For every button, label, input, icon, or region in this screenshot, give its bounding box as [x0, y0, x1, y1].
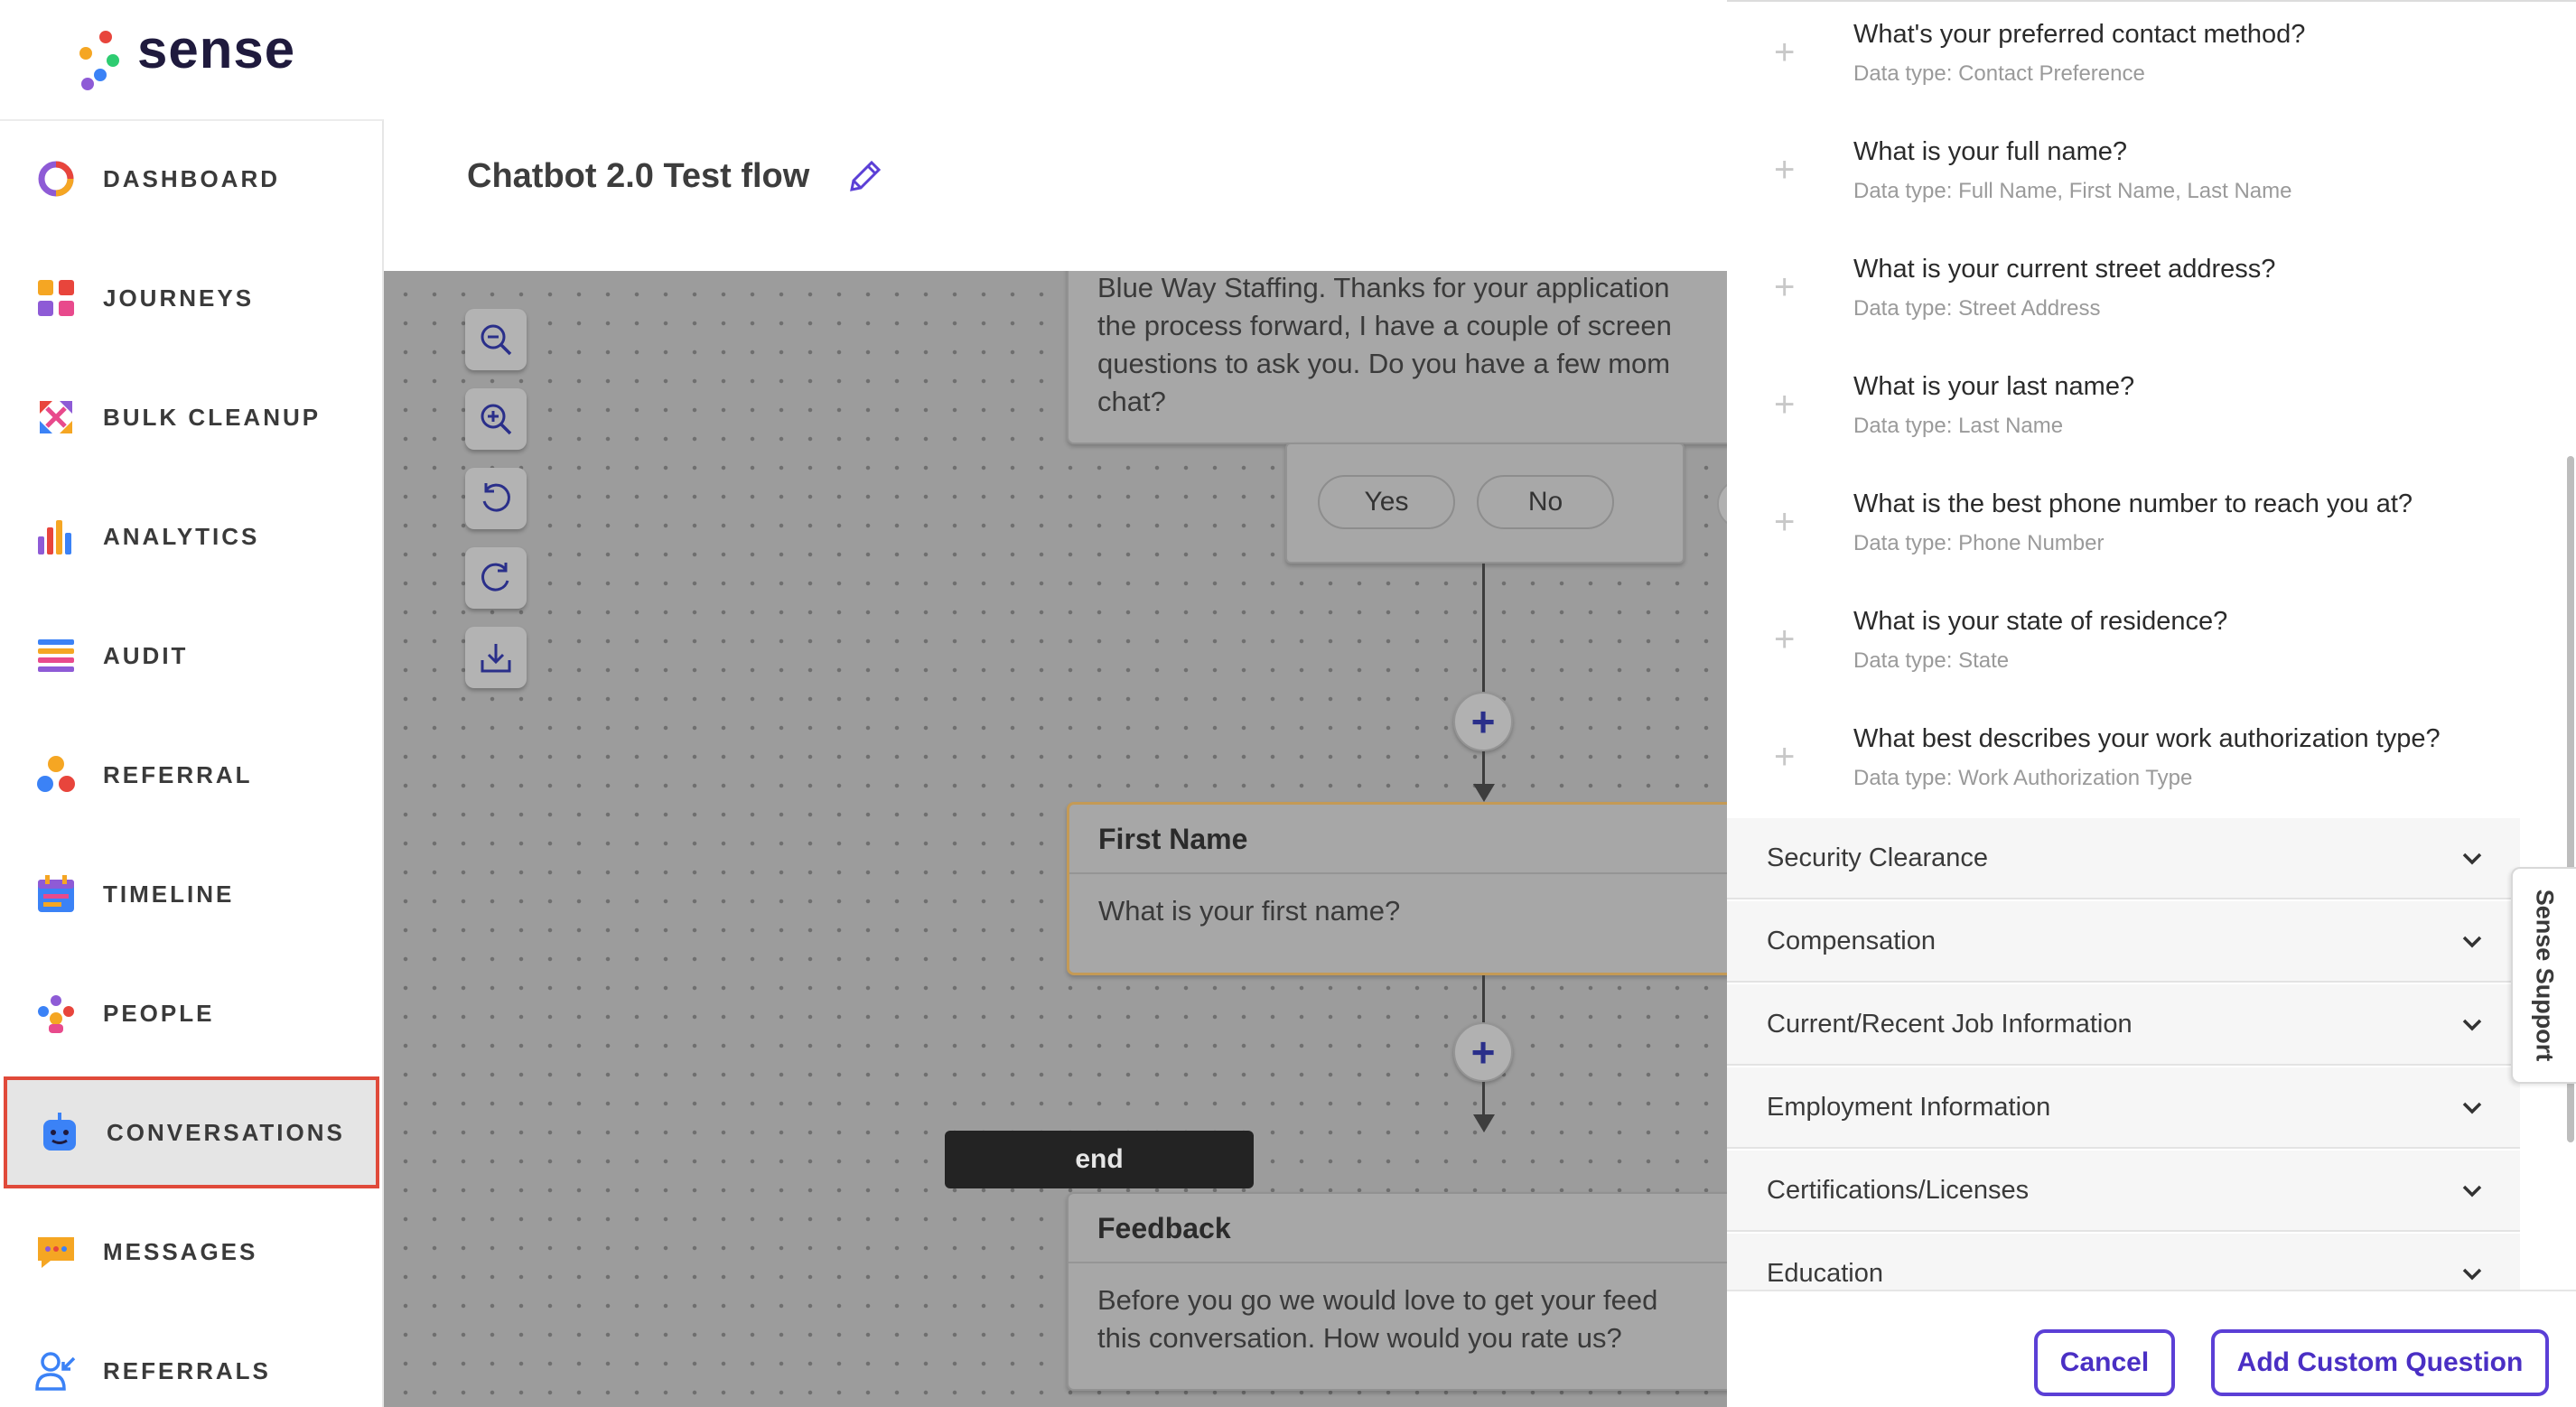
connector-line — [1482, 564, 1485, 708]
connector-line — [1482, 1082, 1485, 1118]
sidebar-item-label: ANALYTICS — [103, 522, 260, 550]
chevron-down-icon — [2459, 1178, 2486, 1205]
cancel-button[interactable]: Cancel — [2034, 1329, 2175, 1396]
chevron-down-icon — [2459, 1011, 2486, 1039]
question-text: What is your state of residence? — [1853, 607, 2228, 636]
sidebar-item-journeys[interactable] — [4, 242, 379, 354]
question-item[interactable] — [1727, 237, 2540, 354]
referral-people-icon — [34, 753, 78, 797]
sidebar-item-label: AUDIT — [103, 641, 189, 669]
add-question-icon[interactable]: + — [1774, 150, 1796, 190]
greeting-line: questions to ask you. Do you have a few mom — [1097, 348, 1671, 379]
end-node[interactable]: end — [945, 1131, 1254, 1188]
people-group-icon — [34, 992, 78, 1035]
question-item[interactable] — [1727, 706, 2540, 824]
greeting-line: Blue Way Staffing. Thanks for your application — [1097, 272, 1670, 303]
category-label: Employment Information — [1767, 1093, 2051, 1122]
question-text: What is your full name? — [1853, 137, 2128, 166]
question-data-type: Data type: Work Authorization Type — [1853, 766, 2193, 790]
connector-arrow — [1473, 784, 1495, 802]
category-security-clearance[interactable] — [1727, 818, 2520, 899]
question-text: What's your preferred contact method? — [1853, 20, 2306, 49]
add-question-icon[interactable]: + — [1774, 620, 1796, 659]
zoom-out-button[interactable] — [465, 309, 527, 370]
edit-pencil-icon[interactable] — [845, 157, 884, 197]
add-reply-option-button[interactable] — [1717, 479, 1727, 529]
sidebar-item-analytics[interactable] — [4, 480, 379, 592]
question-data-type: Data type: Contact Preference — [1853, 61, 2145, 86]
reply-option-no[interactable]: No — [1477, 475, 1614, 529]
category-label: Certifications/Licenses — [1767, 1176, 2030, 1205]
redo-icon — [477, 559, 515, 597]
first-name-node[interactable] — [1067, 802, 1727, 975]
undo-icon — [477, 480, 515, 517]
sidebar-item-conversations[interactable] — [4, 1076, 379, 1188]
chevron-down-icon — [2459, 928, 2486, 955]
sense-logo[interactable] — [0, 0, 384, 119]
bulk-cleanup-arrows-icon — [34, 396, 78, 439]
add-question-icon[interactable]: + — [1774, 267, 1796, 307]
add-step-button[interactable]: + — [1453, 1022, 1513, 1082]
dashboard-ring-icon — [34, 157, 78, 200]
greeting-line: the process forward, I have a couple of screen — [1097, 310, 1672, 341]
sidebar-item-label: TIMELINE — [103, 880, 235, 908]
panel-footer — [1727, 1290, 2576, 1407]
sidebar-item-label: PEOPLE — [103, 999, 215, 1027]
chevron-down-icon — [2459, 845, 2486, 872]
first-name-node-question: What is your first name? — [1098, 895, 1401, 927]
sidebar-item-dashboard[interactable] — [4, 123, 379, 235]
question-data-type: Data type: Phone Number — [1853, 531, 2105, 555]
reply-option-yes[interactable]: Yes — [1318, 475, 1455, 529]
journeys-grid-icon — [34, 276, 78, 320]
reply-options-node — [1285, 443, 1685, 564]
chevron-down-icon — [2459, 1095, 2486, 1122]
sense-support-label: Sense Support — [2531, 889, 2559, 1062]
sidebar-item-label: JOURNEYS — [103, 284, 255, 312]
first-name-node-title: First Name — [1069, 805, 1727, 874]
question-item[interactable] — [1727, 354, 2540, 471]
add-question-icon[interactable]: + — [1774, 33, 1796, 72]
greeting-node[interactable] — [1067, 271, 1727, 444]
sidebar-item-messages[interactable] — [4, 1196, 379, 1308]
flow-title: Chatbot 2.0 Test flow — [467, 157, 810, 195]
sidebar-item-label: BULK CLEANUP — [103, 403, 322, 431]
messages-bubble-icon — [34, 1230, 78, 1273]
category-label: Security Clearance — [1767, 843, 1988, 872]
conversations-bot-icon — [38, 1111, 81, 1154]
question-item[interactable] — [1727, 2, 2540, 119]
feedback-node-title: Feedback — [1069, 1194, 1727, 1263]
undo-button[interactable] — [465, 468, 527, 529]
add-question-icon[interactable]: + — [1774, 737, 1796, 777]
sidebar-nav — [0, 119, 384, 1407]
question-library-panel — [1727, 0, 2576, 1407]
zoom-out-icon — [477, 321, 515, 359]
question-text: What is your current street address? — [1853, 255, 2276, 284]
zoom-in-icon — [477, 400, 515, 438]
flow-header — [384, 119, 1727, 271]
sidebar-item-people[interactable] — [4, 957, 379, 1069]
feedback-line: Before you go we would love to get your feed — [1097, 1284, 1658, 1316]
sidebar-item-referral[interactable] — [4, 719, 379, 831]
sidebar-item-label: MESSAGES — [103, 1237, 258, 1265]
question-item[interactable] — [1727, 119, 2540, 237]
sidebar-item-referrals[interactable] — [4, 1315, 379, 1407]
connector-arrow — [1473, 1114, 1495, 1132]
connector-line — [1482, 751, 1485, 787]
sidebar-item-label: REFERRALS — [103, 1356, 271, 1384]
category-label: Compensation — [1767, 927, 1936, 955]
timeline-calendar-icon — [34, 872, 78, 916]
sidebar-item-timeline[interactable] — [4, 838, 379, 950]
question-data-type: Data type: Last Name — [1853, 414, 2064, 438]
flow-canvas[interactable] — [384, 271, 1727, 1407]
download-icon — [477, 638, 515, 676]
question-item[interactable] — [1727, 471, 2540, 589]
question-data-type: Data type: State — [1853, 648, 2010, 673]
logo-dots-icon — [76, 27, 121, 90]
audit-list-icon — [34, 634, 78, 677]
sidebar-item-label: DASHBOARD — [103, 164, 280, 192]
zoom-in-button[interactable] — [465, 388, 527, 450]
add-custom-question-button[interactable]: Add Custom Question — [2211, 1329, 2549, 1396]
question-text: What is your last name? — [1853, 372, 2135, 401]
category-employment-information[interactable] — [1727, 1067, 2520, 1149]
category-certifications-licenses[interactable] — [1727, 1151, 2520, 1232]
sidebar-item-label: CONVERSATIONS — [107, 1118, 345, 1146]
category-label: Education — [1767, 1259, 1883, 1288]
referrals-person-icon — [34, 1349, 78, 1393]
chevron-down-icon — [2459, 1261, 2486, 1288]
download-button[interactable] — [465, 627, 527, 688]
feedback-node-text — [1069, 1263, 1727, 1375]
question-data-type: Data type: Full Name, First Name, Last Name — [1853, 179, 2292, 203]
analytics-bars-icon — [34, 515, 78, 558]
redo-button[interactable] — [465, 547, 527, 609]
add-question-icon[interactable]: + — [1774, 385, 1796, 424]
question-data-type: Data type: Street Address — [1853, 296, 2101, 321]
category-label: Current/Recent Job Information — [1767, 1010, 2133, 1039]
question-item[interactable] — [1727, 589, 2540, 706]
question-text: What best describes your work authorization type? — [1853, 724, 2441, 753]
sidebar-item-label: REFERRAL — [103, 760, 253, 788]
sidebar-item-bulk-cleanup[interactable] — [4, 361, 379, 473]
question-text: What is the best phone number to reach you at? — [1853, 489, 2413, 518]
add-question-icon[interactable]: + — [1774, 502, 1796, 542]
feedback-node[interactable] — [1067, 1192, 1727, 1391]
greeting-node-text — [1069, 271, 1727, 439]
sidebar-item-audit[interactable] — [4, 600, 379, 712]
greeting-line: chat? — [1097, 386, 1166, 417]
feedback-line: this conversation. How would you rate us? — [1097, 1322, 1622, 1354]
category-education[interactable] — [1727, 1234, 2520, 1291]
category-compensation[interactable] — [1727, 901, 2520, 983]
add-step-button[interactable]: + — [1453, 692, 1513, 751]
category-current-recent-job[interactable] — [1727, 984, 2520, 1066]
logo-wordmark: sense — [137, 19, 296, 79]
sense-support-tab[interactable] — [2511, 867, 2576, 1084]
